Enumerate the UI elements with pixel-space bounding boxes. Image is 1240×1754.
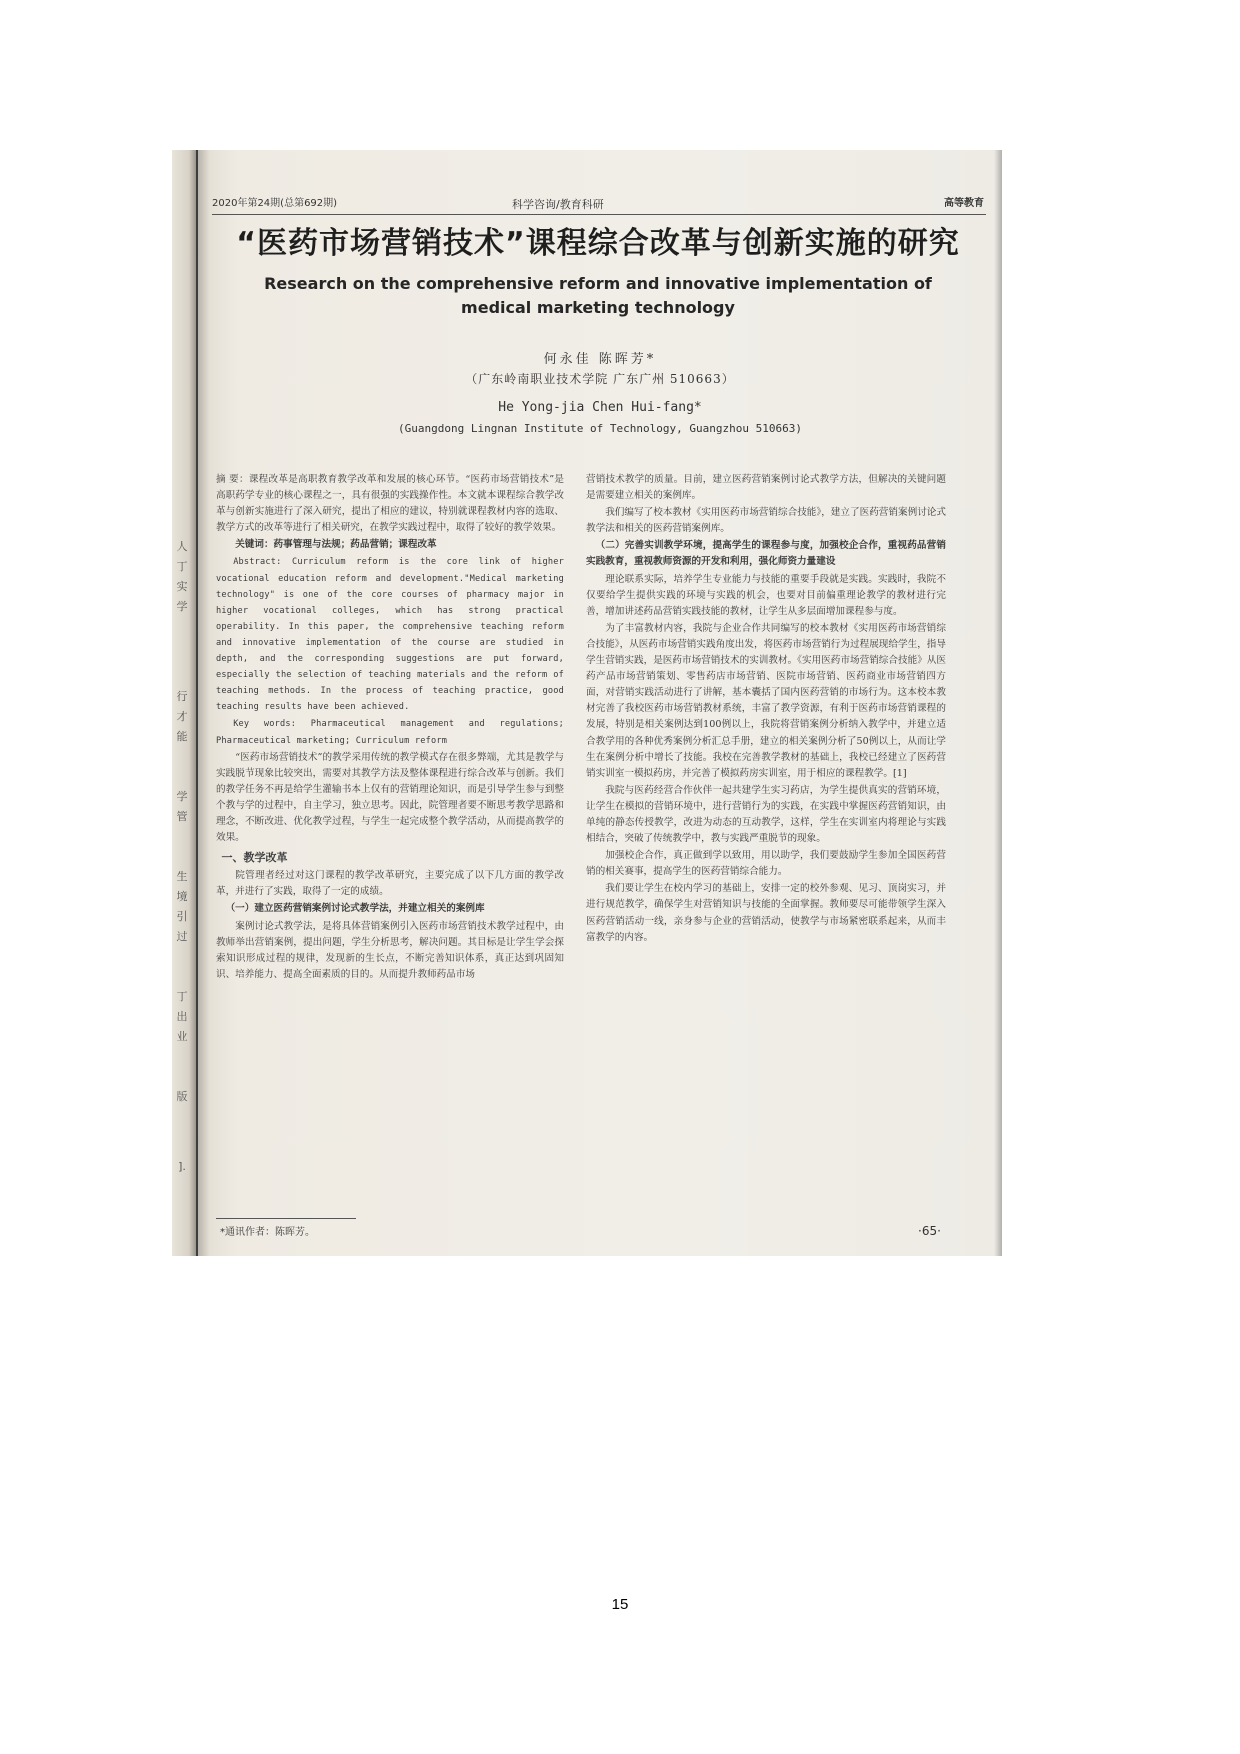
right-column [586,472,946,947]
margin-fragment: 业 [176,1030,188,1043]
margin-fragment: 引 [176,910,188,923]
affiliation-en: (Guangdong Lingnan Institute of Technology, Guangzhou 510663) [398,422,802,435]
margin-fragment: 过 [176,930,188,943]
subsection-heading-2: （二）完善实训教学环境，提高学生的课程参与度，加强校企合作，重视药品营销实践教育，重视教师资源的开发和利用，强化师资力量建设 [586,540,946,568]
right-paragraph-2: 我们编写了校本教材《实用医药市场营销综合技能》，建立了医药营销案例讨论式教学法和相关的医药营销案例库。 [586,507,946,535]
right-paragraph-5: 我院与医药经营合作伙伴一起共建学生实习药店，为学生提供真实的营销环境，让学生在模拟的营销环境中，进行营销行为的实践，在实践中掌握医药营销知识，由单纯的静态传授教学，改进为动态的互动教学，这样，学生在实训室内将理论与实践相结合，突破了传统教学中，教与实践严重脱节的现象。 [586,784,946,845]
subsection-1-text: 案例讨论式教学法，是将具体营销案例引入医药市场营销技术教学过程中，由教师举出营销案例，提出问题，学生分析思考，解决问题。其目标是让学生学会探索知识形成过程的规律，发现新的生长点，不断完善知识体系，真正达到巩固知识、培养能力、提高全面素质的目的。从而提升教师药品市场 [216,920,564,980]
keywords-en: Key words: Pharmaceutical management and regulations; Pharmaceutical marketing; Curriculum reform [216,719,564,746]
authors-en: He Yong-jia Chen Hui-fang* [498,400,702,415]
margin-fragment: 人 [176,540,188,553]
right-paragraph-6: 加强校企合作，真正做到学以致用，用以助学，我们要鼓励学生参加全国医药营销的相关赛事，提高学生的医药营销综合能力。 [586,850,946,878]
affiliation-cn: （广东岭南职业技术学院 广东广州 510663） [465,372,735,386]
journal-page [198,150,1002,1256]
journal-page-number: ·65· [918,1224,941,1238]
margin-fragment: 丁 [176,560,188,573]
margin-fragment: 实 [176,580,188,593]
keywords-cn: 关键词：药事管理与法规；药品营销；课程改革 [235,539,437,551]
margin-fragment: 学 [176,790,188,803]
margin-fragment: 行 [176,690,188,703]
header-rule [212,214,986,215]
journal-issue: 2020年第24期(总第692期) [212,198,338,209]
intro-paragraph: “医药市场营销技术”的教学采用传统的教学模式存在很多弊端，尤其是教学与实践脱节现象比较突出，需要对其教学方法及整体课程进行综合改革与创新。我们的教学任务不再是给学生灌输书本上仅有的营销理论知识，而是引导学生参与到整个教与学的过程中，自主学习，独立思考。因此，院管理者要不断思考教学思路和理念，不断改进、优化教学过程，与学生一起完成整个教学活动，从而提高教学的效果。 [216,751,564,844]
margin-fragment: 生 [176,870,188,883]
right-paragraph-7: 我们要让学生在校内学习的基础上，安排一定的校外参观、见习、顶岗实习，并进行规范教学，确保学生对营销知识与技能的全面掌握。教师要尽可能带领学生深入医药营销活动一线，亲身参与企业的营销活动，使教学与市场紧密联系起来，从而丰富教学的内容。 [586,883,946,943]
section-heading-1: 一、教学改革 [221,851,288,865]
margin-fragment: 境 [176,890,188,903]
abstract-en: Abstract: Curriculum reform is the core link of higher vocational education reform and development."Medical marketing technology" is one of the core courses of pharmacy major in higher vocational colleges, which has strong practical operability. In this paper, the comprehensive teaching reform and innovative implementation of the course are studied in depth, and the corresponding suggestions are put forward, especially the selection of teaching materials and the reform of teaching methods. In the process of teaching practice, good teaching results have been achieved. [216,557,564,713]
left-column [216,472,564,984]
right-paragraph-4: 为了丰富教材内容，我院与企业合作共同编写的校本教材《实用医药市场营销综合技能》，从医药市场营销实践角度出发，将医药市场营销行为过程展现给学生，指导学生营销实践，是医药市场营销技术的实训教材。《实用医药市场营销综合技能》从医药产品市场营销策划、零售药店市场营销、医院市场营销、医药商业市场营销四方面，对营销实践活动进行了讲解，基本囊括了国内医药营销的市场行为。这本校本教材完善了我校医药市场营销教材系统，丰富了教学资源，有利于医药市场营销课程的发展，特别是相关案例达到100例以上，我院将营销案例分析纳入教学中，并建立适合教学用的各种优秀案例分析汇总手册，建立的相关案例分析了50例以上，从而让学生在案例分析中增长了技能。我校在完善教学教材的基础上，我校已经建立了医药营销实训室一模拟药房，并完善了模拟药房实训室，用于相应的课程教学。[1] [586,622,946,779]
authors-cn: 何永佳 陈晖芳* [543,352,657,367]
journal-name: 科学咨询/教育科研 [512,198,604,211]
previous-page-edge [172,150,196,1256]
running-header [212,194,990,212]
scanned-page-photo [172,150,1002,1256]
article-title-cn: “医药市场营销技术”课程综合改革与创新实施的研究 [236,226,960,261]
margin-fragment: 版 [176,1090,188,1103]
document-page-number: 15 [611,1596,629,1613]
margin-fragment: 才 [176,710,188,723]
subsection-heading-1: （一）建立医药营销案例讨论式教学法，并建立相关的案例库 [225,903,485,915]
margin-fragment: 丁 [176,990,188,1003]
margin-fragment: 出 [176,1010,188,1023]
section-1-text: 院管理者经过对这门课程的教学改革研究，主要完成了以下几方面的教学改革，并进行了实践，取得了一定的成绩。 [216,870,564,898]
margin-fragment: 能 [176,730,188,743]
abstract-cn: 摘 要：课程改革是高职教育教学改革和发展的核心环节。“医药市场营销技术”是高职药学专业的核心课程之一，具有很强的实践操作性。本文就本课程综合教学改革与创新实施进行了深入研究，提出了相应的建议，特别就课程教材内容的选取、教学方式的改革等进行了相关研究，在教学实践过程中，取得了较好的教学效果。 [216,474,564,534]
right-paragraph-1: 营销技术教学的质量。目前，建立医药营销案例讨论式教学方法，但解决的关键问题是需要建立相关的案例库。 [586,474,946,502]
margin-fragment: ]. [178,1160,186,1173]
margin-fragment: 学 [176,600,188,613]
footnote-rule [216,1218,356,1219]
article-title-en: Research on the comprehensive reform and innovative implementation of medical marketing technology [264,274,932,317]
corresponding-author-footnote: *通讯作者：陈晖芳。 [220,1227,315,1238]
right-paragraph-3: 理论联系实际，培养学生专业能力与技能的重要手段就是实践。实践时，我院不仅要给学生提供实践的环境与实践的机会，也要对目前偏重理论教学的教材进行完善，增加讲述药品营销实践技能的教材，让学生从多层面增加课程参与度。 [586,573,946,617]
journal-section: 高等教育 [944,198,984,209]
margin-fragment: 管 [176,810,188,823]
